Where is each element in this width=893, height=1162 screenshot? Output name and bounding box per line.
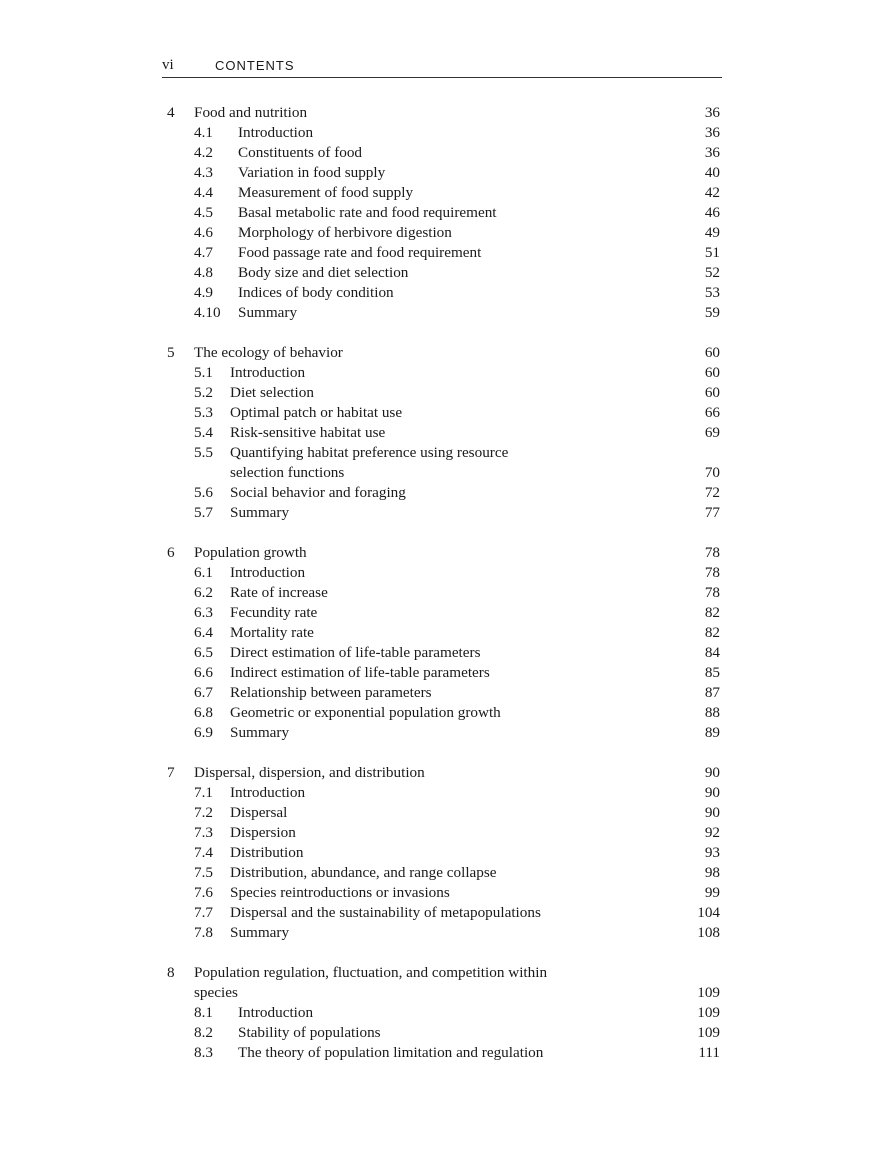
section-title: Optimal patch or habitat use [230, 404, 403, 421]
page-number: 82 [704, 624, 720, 641]
section-number: 5.3 [194, 404, 213, 421]
page-number: 72 [704, 484, 720, 501]
section-title: Relationship between parameters [230, 684, 432, 701]
section-number: 5.1 [194, 364, 213, 381]
toc-section-entry [162, 643, 722, 663]
section-title: Summary [230, 924, 290, 941]
toc-section-entry [162, 603, 722, 623]
section-number: 4.4 [194, 184, 213, 201]
toc-section-entry [162, 183, 722, 203]
toc-section-entry [162, 263, 722, 283]
toc-section-entry-continued [162, 463, 722, 483]
page-number: 70 [704, 464, 720, 481]
toc-section-entry [162, 903, 722, 923]
section-number: 4.3 [194, 164, 213, 181]
toc-section-entry [162, 783, 722, 803]
chapter-gap [162, 323, 722, 343]
page-number: 78 [704, 584, 720, 601]
page-number: 60 [704, 344, 720, 361]
chapter-number: 5 [167, 344, 175, 361]
toc-section-entry [162, 483, 722, 503]
toc-section-entry [162, 823, 722, 843]
section-number: 6.6 [194, 664, 213, 681]
page-number: 90 [704, 804, 720, 821]
section-title: Summary [238, 304, 298, 321]
chapter-number: 4 [167, 104, 175, 121]
section-number: 5.4 [194, 424, 213, 441]
section-title: Geometric or exponential population growth [230, 704, 501, 721]
section-title: Morphology of herbivore digestion [238, 224, 452, 241]
section-title: Stability of populations [238, 1024, 381, 1041]
section-title: Constituents of food [238, 144, 363, 161]
section-number: 8.2 [194, 1024, 213, 1041]
section-title: Quantifying habitat preference using resource [230, 444, 509, 461]
page-number: 82 [704, 604, 720, 621]
section-number: 4.2 [194, 144, 213, 161]
section-title: Diet selection [230, 384, 314, 401]
toc-section-entry [162, 863, 722, 883]
page-number: 40 [704, 164, 720, 181]
section-number: 6.8 [194, 704, 213, 721]
toc-section-entry [162, 583, 722, 603]
toc-chapter-entry [162, 543, 722, 563]
section-title: Variation in food supply [238, 164, 386, 181]
section-title: Summary [230, 724, 290, 741]
toc-chapter-entry [162, 343, 722, 363]
toc-section-entry [162, 403, 722, 423]
page-number: 108 [697, 924, 720, 941]
chapter-title: Population growth [194, 544, 307, 561]
toc-section-entry [162, 423, 722, 443]
section-number: 5.7 [194, 504, 213, 521]
toc-section-entry [162, 143, 722, 163]
section-title: Introduction [230, 564, 306, 581]
section-number: 6.4 [194, 624, 213, 641]
section-number: 5.5 [194, 444, 213, 461]
page-number: 66 [704, 404, 720, 421]
section-number: 8.1 [194, 1004, 213, 1021]
chapter-title: Population regulation, fluctuation, and competition within [194, 964, 548, 981]
page-number: 98 [704, 864, 720, 881]
toc-section-entry [162, 803, 722, 823]
chapter-title: Food and nutrition [194, 104, 308, 121]
section-title: Mortality rate [230, 624, 314, 641]
section-number: 6.7 [194, 684, 213, 701]
page-number: 52 [704, 264, 720, 281]
chapter-number: 8 [167, 964, 175, 981]
page-number: 78 [704, 564, 720, 581]
section-title: Food passage rate and food requirement [238, 244, 482, 261]
section-title: Introduction [238, 124, 314, 141]
toc-chapter-entry [162, 963, 722, 983]
page-number: 49 [704, 224, 720, 241]
section-number: 7.2 [194, 804, 213, 821]
section-number: 5.6 [194, 484, 213, 501]
section-number: 7.1 [194, 784, 213, 801]
toc-section-entry [162, 243, 722, 263]
toc-section-entry [162, 723, 722, 743]
toc-section-entry [162, 203, 722, 223]
toc-section-entry [162, 363, 722, 383]
toc-section-entry [162, 163, 722, 183]
table-of-contents [162, 103, 722, 1063]
section-title: Direct estimation of life-table parameters [230, 644, 481, 661]
page-number: 36 [704, 124, 720, 141]
toc-section-entry [162, 443, 722, 463]
toc-section-entry [162, 843, 722, 863]
page-number: 90 [704, 784, 720, 801]
section-title: Measurement of food supply [238, 184, 414, 201]
section-number: 6.2 [194, 584, 213, 601]
section-title: Species reintroductions or invasions [230, 884, 450, 901]
page-number: 51 [704, 244, 720, 261]
section-title: Introduction [238, 1004, 314, 1021]
section-title: Risk-sensitive habitat use [230, 424, 386, 441]
toc-section-entry [162, 303, 722, 323]
page-number: 69 [704, 424, 720, 441]
chapter-title-continuation: species [194, 984, 238, 1001]
section-number: 7.8 [194, 924, 213, 941]
section-number: 4.7 [194, 244, 213, 261]
section-number: 4.6 [194, 224, 213, 241]
section-number: 6.3 [194, 604, 213, 621]
section-title: Dispersion [230, 824, 296, 841]
page-number: 93 [704, 844, 720, 861]
section-number: 4.1 [194, 124, 213, 141]
chapter-number: 6 [167, 544, 175, 561]
page-number: 92 [704, 824, 720, 841]
page-number: 111 [698, 1044, 720, 1061]
section-number: 7.3 [194, 824, 213, 841]
chapter-gap [162, 943, 722, 963]
page-number: 84 [704, 644, 720, 661]
chapter-number: 7 [167, 764, 175, 781]
page-number: 109 [697, 1024, 720, 1041]
section-number: 6.9 [194, 724, 213, 741]
section-title: Introduction [230, 784, 306, 801]
toc-chapter-entry [162, 763, 722, 783]
section-title-continuation: selection functions [230, 464, 345, 481]
section-title: Fecundity rate [230, 604, 318, 621]
toc-section-entry [162, 503, 722, 523]
section-title: Indirect estimation of life-table parameters [230, 664, 490, 681]
section-number: 4.9 [194, 284, 213, 301]
page-number: 42 [704, 184, 720, 201]
toc-section-entry [162, 223, 722, 243]
section-number: 7.4 [194, 844, 213, 861]
toc-section-entry [162, 563, 722, 583]
page-folio: vi [162, 57, 174, 73]
section-title: Distribution, abundance, and range collapse [230, 864, 497, 881]
toc-chapter-entry-continued [162, 983, 722, 1003]
section-title: Distribution [230, 844, 304, 861]
section-title: Body size and diet selection [238, 264, 409, 281]
page-number: 99 [704, 884, 720, 901]
page-number: 77 [704, 504, 720, 521]
section-title: The theory of population limitation and regulation [238, 1044, 544, 1061]
page-number: 59 [704, 304, 720, 321]
page-number: 109 [697, 1004, 720, 1021]
section-number: 5.2 [194, 384, 213, 401]
chapter-title: Dispersal, dispersion, and distribution [194, 764, 425, 781]
section-number: 4.10 [194, 304, 221, 321]
toc-section-entry [162, 123, 722, 143]
section-number: 7.7 [194, 904, 213, 921]
page-number: 36 [704, 144, 720, 161]
toc-section-entry [162, 683, 722, 703]
toc-chapter-entry [162, 103, 722, 123]
page-number: 53 [704, 284, 720, 301]
section-number: 7.5 [194, 864, 213, 881]
toc-section-entry [162, 703, 722, 723]
toc-section-entry [162, 1023, 722, 1043]
page-number: 87 [704, 684, 720, 701]
page-number: 109 [697, 984, 720, 1001]
page-number: 36 [704, 104, 720, 121]
section-title: Summary [230, 504, 290, 521]
section-title: Dispersal [230, 804, 288, 821]
section-title: Indices of body condition [238, 284, 394, 301]
section-title: Introduction [230, 364, 306, 381]
section-title: Rate of increase [230, 584, 328, 601]
page-number: 46 [704, 204, 720, 221]
page-number: 89 [704, 724, 720, 741]
toc-section-entry [162, 1003, 722, 1023]
running-header [162, 57, 722, 78]
section-number: 7.6 [194, 884, 213, 901]
section-number: 6.1 [194, 564, 213, 581]
toc-section-entry [162, 1043, 722, 1063]
page-number: 60 [704, 364, 720, 381]
chapter-gap [162, 523, 722, 543]
toc-section-entry [162, 923, 722, 943]
section-number: 8.3 [194, 1044, 213, 1061]
section-title: Dispersal and the sustainability of metapopulations [230, 904, 541, 921]
page-number: 104 [697, 904, 720, 921]
toc-section-entry [162, 283, 722, 303]
section-number: 4.5 [194, 204, 213, 221]
toc-section-entry [162, 663, 722, 683]
section-title: Basal metabolic rate and food requirement [238, 204, 497, 221]
section-title: Social behavior and foraging [230, 484, 406, 501]
toc-section-entry [162, 383, 722, 403]
chapter-gap [162, 743, 722, 763]
toc-section-entry [162, 883, 722, 903]
section-number: 4.8 [194, 264, 213, 281]
section-number: 6.5 [194, 644, 213, 661]
chapter-title: The ecology of behavior [194, 344, 343, 361]
page-number: 90 [704, 764, 720, 781]
toc-section-entry [162, 623, 722, 643]
page-number: 88 [704, 704, 720, 721]
page-number: 78 [704, 544, 720, 561]
running-title: CONTENTS [215, 58, 295, 73]
page-number: 60 [704, 384, 720, 401]
page-number: 85 [704, 664, 720, 681]
